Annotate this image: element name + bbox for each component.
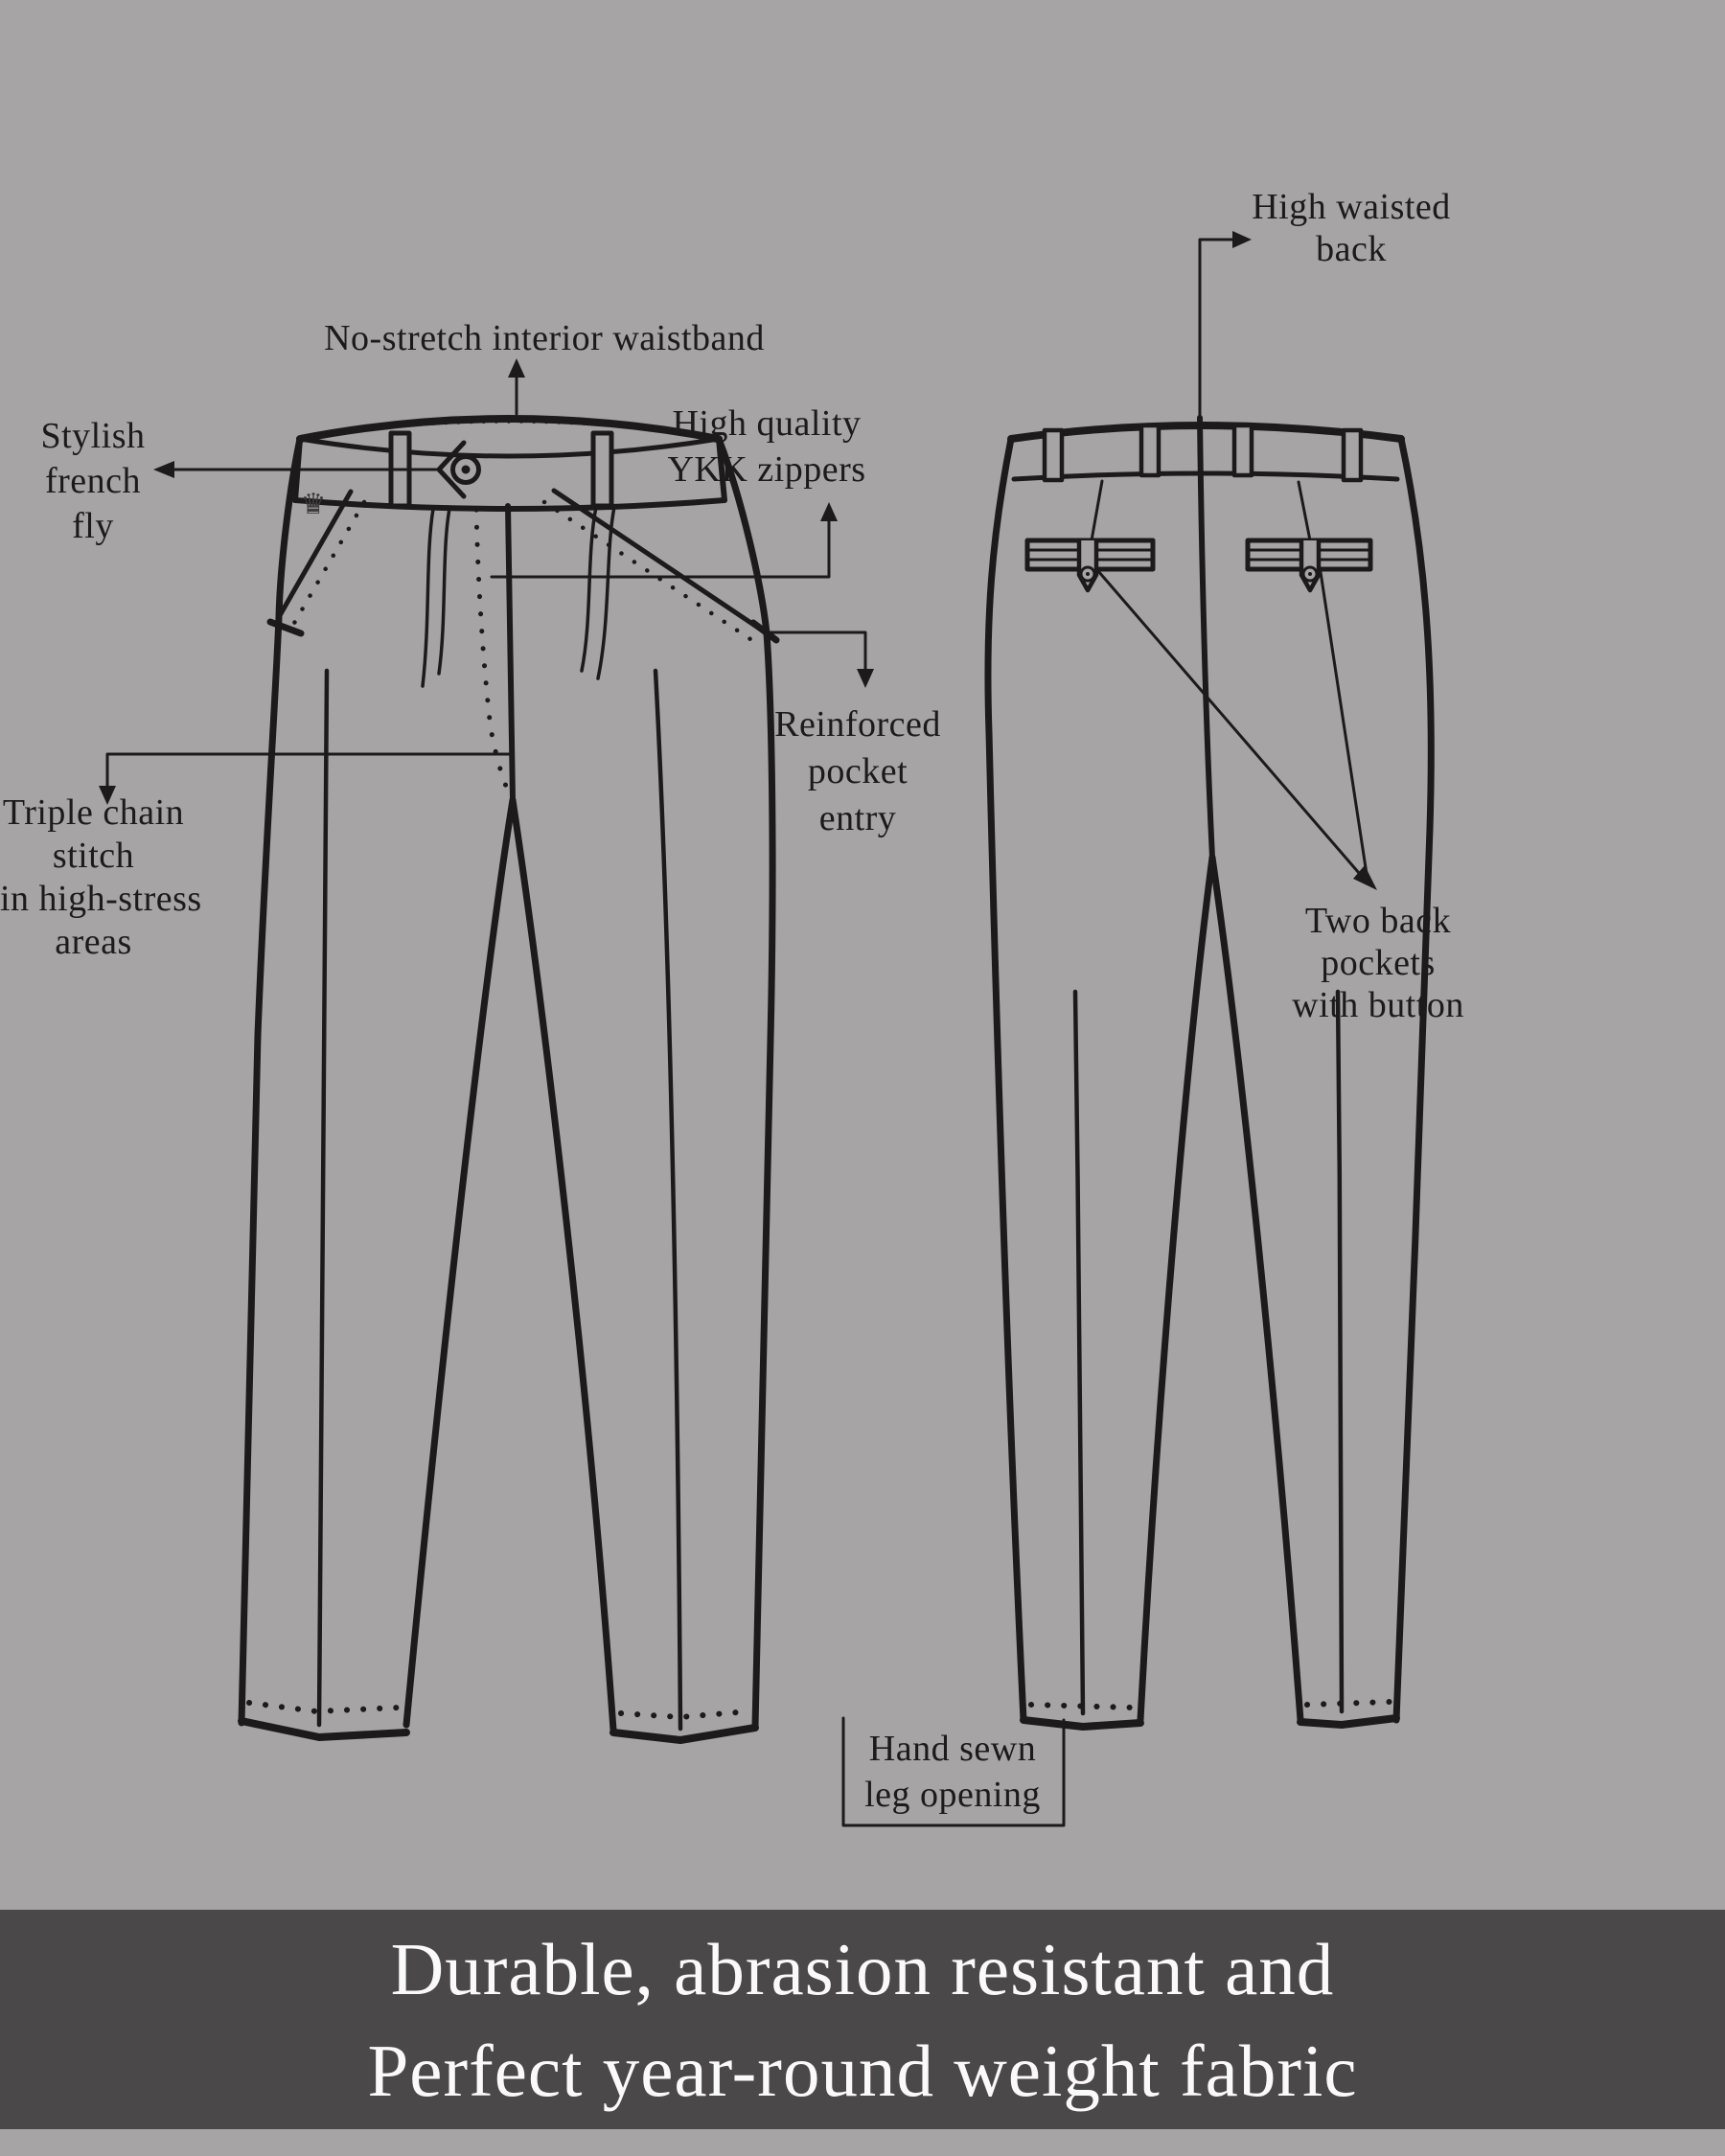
front-right-crease (656, 671, 680, 1729)
label-no-stretch-waistband (314, 316, 774, 361)
label-ykk-zippers (632, 401, 901, 493)
callout-line-reinforced-pocket (767, 632, 865, 671)
label-line: High waisted (1252, 187, 1451, 227)
crown-logo-icon: ♛ (300, 488, 327, 521)
label-stylish-french-fly (16, 414, 170, 549)
label-line: areas (55, 922, 132, 962)
callout-line-triple-chain (107, 754, 510, 788)
front-right-inseam (513, 800, 613, 1730)
front-fly-center-seam (508, 506, 513, 800)
callout-line-ykk (492, 519, 829, 577)
banner-line: Perfect year-round weight fabric (367, 2029, 1358, 2112)
front-right-hem (613, 1728, 755, 1740)
label-line: leg opening (864, 1775, 1041, 1815)
fly-button-center (462, 466, 471, 474)
fabric-banner (0, 1910, 1725, 2129)
back-right-crease (1338, 992, 1342, 1711)
front-belt-loop (593, 433, 611, 506)
back-belt-loop (1344, 430, 1361, 480)
banner-line: Durable, abrasion resistant and (390, 1927, 1335, 2010)
label-line: High quality (672, 403, 862, 444)
back-pocket-right (1248, 540, 1370, 590)
front-pants-drawing (242, 419, 776, 1740)
back-right-side-seam (1396, 439, 1431, 1720)
label-line: entry (818, 798, 897, 838)
back-pocket-button-center (1308, 572, 1312, 576)
label-line: YKK zippers (667, 449, 866, 490)
label-line: pockets (1321, 943, 1436, 983)
arrowhead-up-icon (820, 502, 838, 521)
label-line: Hand sewn (868, 1729, 1037, 1769)
callout-line-back-pocket-left (1098, 571, 1365, 880)
label-hand-sewn-leg-opening (838, 1726, 1068, 1818)
front-left-crease (319, 671, 327, 1725)
back-belt-loop (1141, 425, 1159, 475)
back-pocket-button-tab (1301, 540, 1319, 590)
front-pleat-line (582, 507, 596, 671)
back-left-side-seam (988, 439, 1024, 1720)
back-waistband-bottom-edge (1014, 473, 1397, 479)
front-pleat-line (423, 509, 433, 686)
label-line: Triple chain (2, 792, 185, 833)
label-line: No-stretch interior waistband (324, 318, 765, 358)
back-left-inseam (1140, 858, 1212, 1720)
front-left-hem (242, 1721, 406, 1737)
arrowhead-down-icon (857, 669, 874, 688)
back-pocket-left (1027, 540, 1153, 590)
label-reinforced-pocket-entry (743, 701, 973, 842)
label-line: pocket (807, 751, 908, 791)
back-pocket-button-tab (1079, 540, 1096, 590)
front-right-pocket-stitch-dots (544, 502, 756, 643)
label-high-waisted-back (1231, 186, 1471, 270)
front-pleat-line (598, 507, 614, 678)
label-line: stitch (52, 836, 135, 876)
callout-line-back-pocket-right (1321, 572, 1367, 874)
label-line: Two back (1304, 901, 1452, 941)
label-line: french (44, 461, 142, 501)
label-line: Reinforced (774, 704, 941, 745)
callout-line-high-waisted (1200, 240, 1234, 420)
back-pocket-button-center (1086, 572, 1090, 576)
back-center-seam (1200, 418, 1212, 858)
front-pleat-line (439, 509, 449, 674)
back-right-hem (1300, 1718, 1396, 1725)
front-left-inseam (406, 800, 513, 1725)
label-line: in high-stress (0, 879, 202, 919)
back-right-dart (1299, 482, 1310, 540)
back-right-hem-stitch-dots (1307, 1702, 1390, 1705)
back-left-dart (1092, 481, 1102, 540)
label-line: back (1316, 229, 1387, 269)
front-left-hem-stitch-dots (249, 1703, 399, 1711)
back-belt-loop (1234, 425, 1252, 475)
arrowhead-up-icon (508, 358, 525, 378)
back-left-hem-stitch-dots (1031, 1705, 1133, 1708)
back-pants-drawing (988, 418, 1431, 1727)
back-left-crease (1075, 992, 1083, 1713)
label-line: fly (72, 506, 114, 546)
label-two-back-pockets (1263, 900, 1493, 1026)
label-line: with button (1292, 985, 1464, 1025)
front-right-hem-stitch-dots (621, 1711, 748, 1717)
back-belt-loop (1045, 430, 1062, 480)
front-right-pocket-opening (554, 491, 767, 633)
label-triple-chain-stitch (0, 791, 202, 964)
label-line: Stylish (40, 416, 146, 456)
